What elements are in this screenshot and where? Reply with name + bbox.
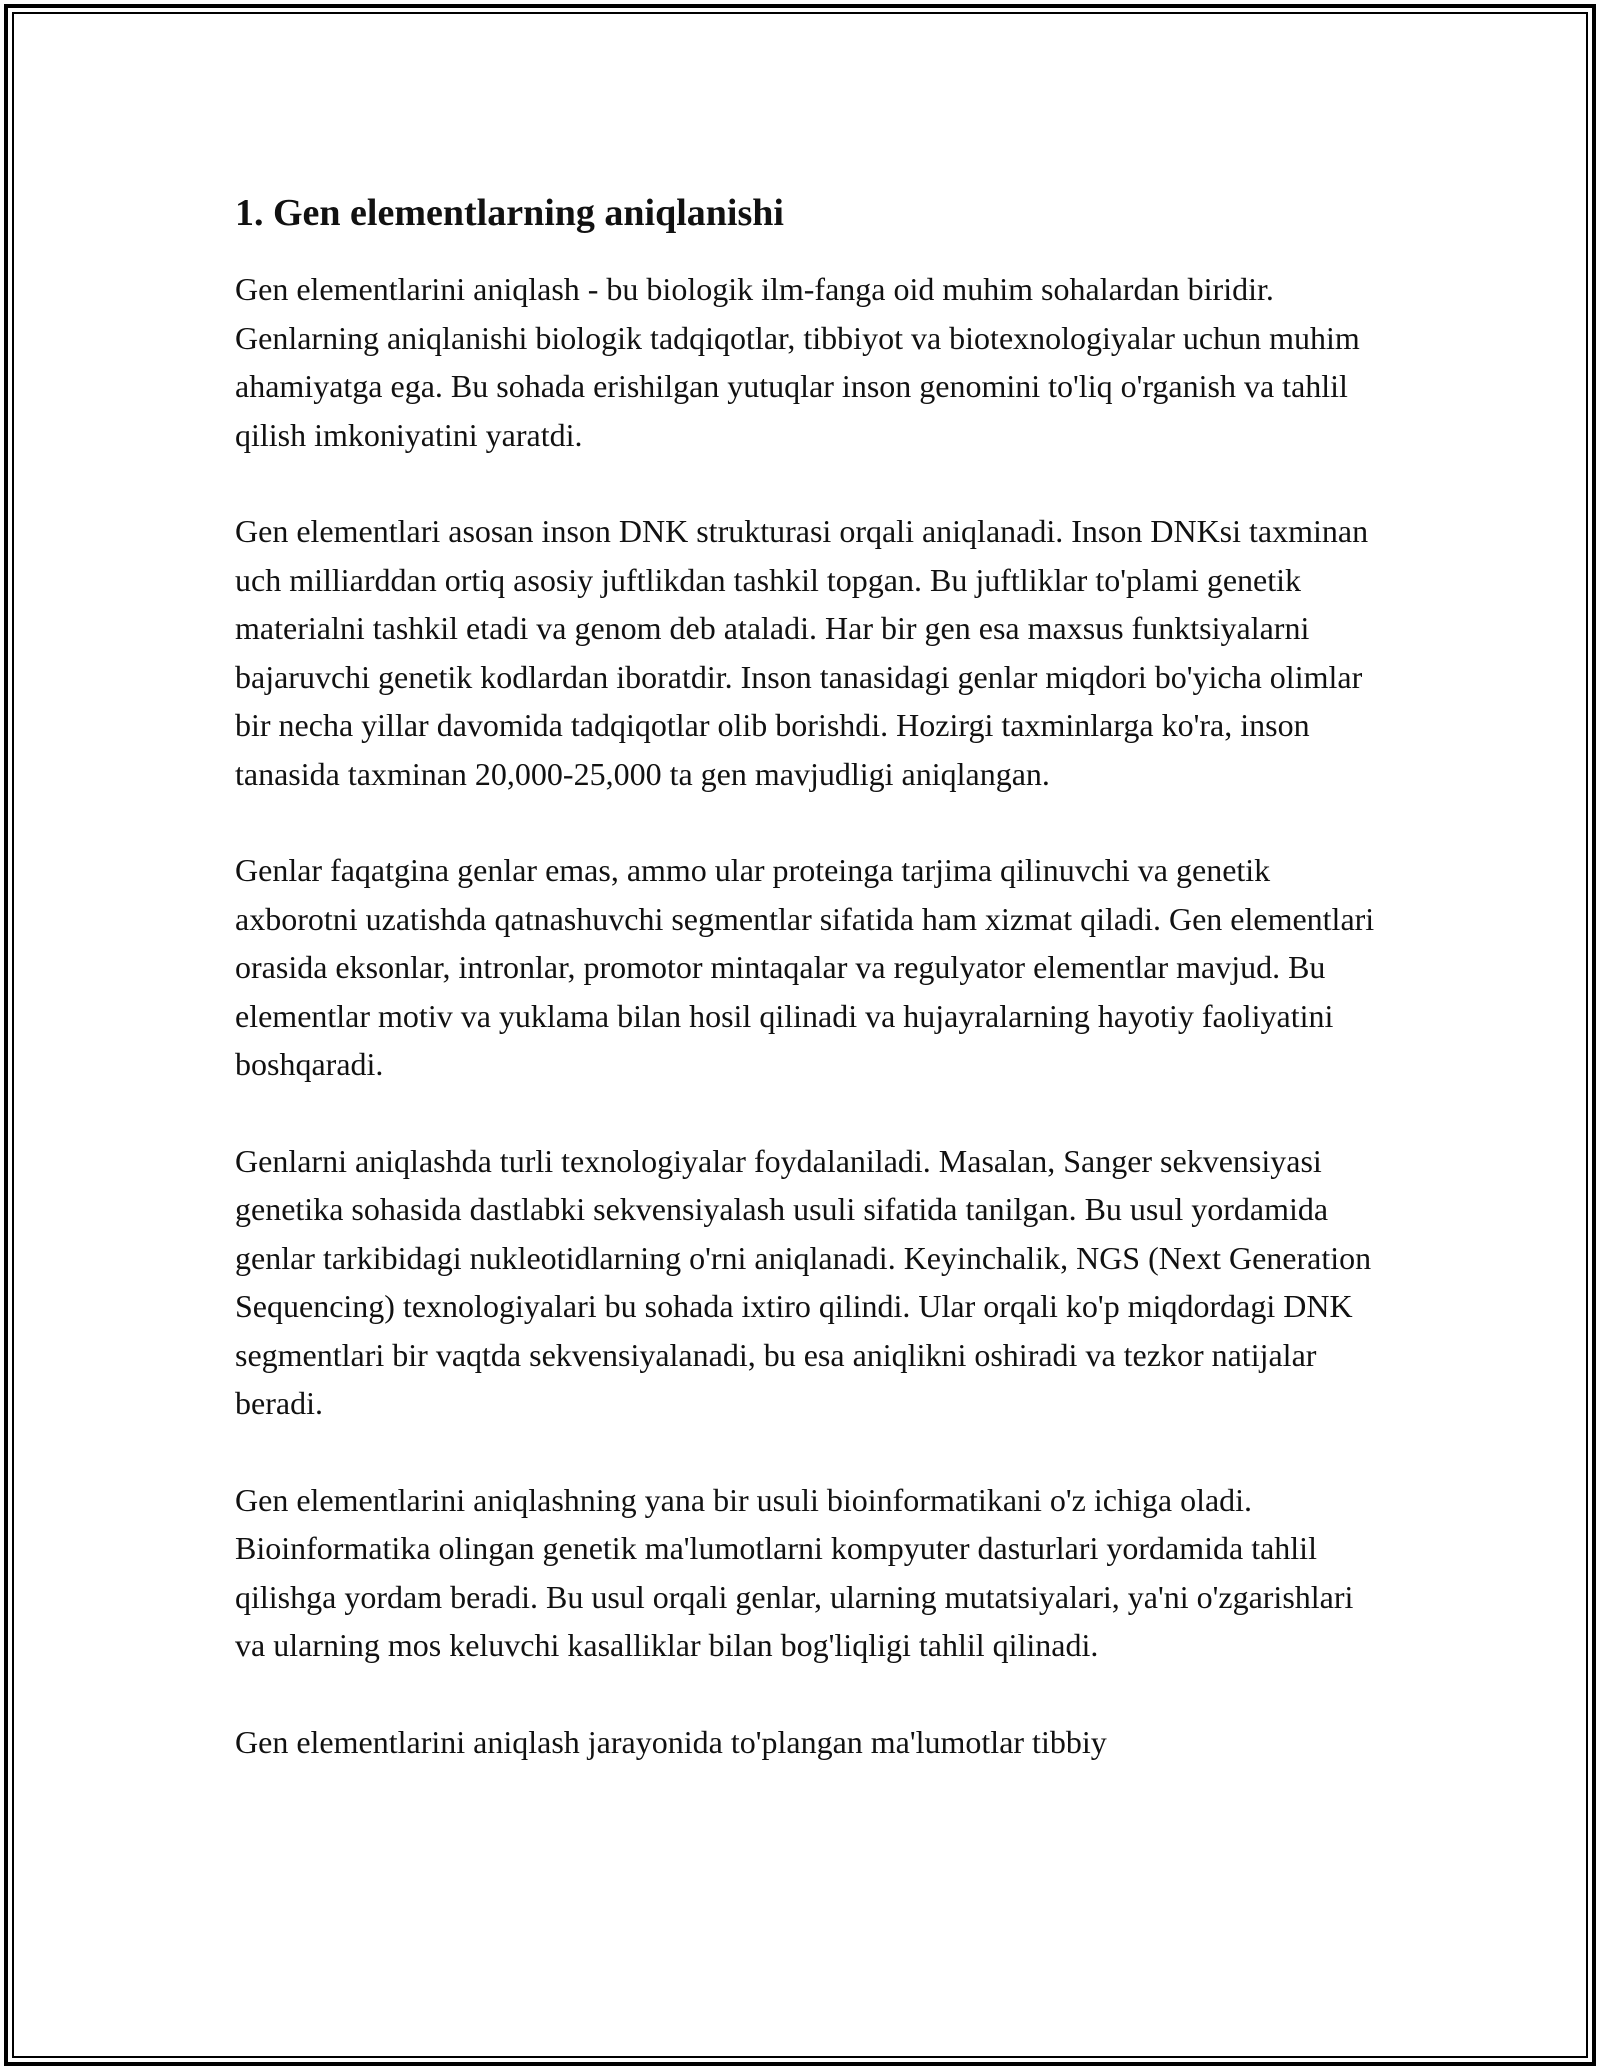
paragraph-5: Gen elementlarini aniqlashning yana bir usuli bioinformatikani o'z ichiga oladi. Bioinformatika olingan genetik ma'lumotlarni kompyuter dasturlari yordamida tahlil qilishga yordam beradi. Bu usul orqali genlar, ularning mutatsiyalari, ya'ni o'zgarishlari va ularning mos keluvchi kasalliklar bilan bog'liqligi tahlil qilinadi. [235,1481,1354,1663]
paragraph-2: Gen elementlari asosan inson DNK strukturasi orqali aniqlanadi. Inson DNKsi taxminan uch milliarddan ortiq asosiy juftlikdan tashkil topgan. Bu juftliklar to'plami genetik materialni tashkil etadi va genom deb ataladi. Har bir gen esa maxsus funktsiyalarni bajaruvchi genetik kodlardan iboratdir. Inson tanasidagi genlar miqdori bo'yicha olimlar bir necha yillar davomida tadqiqotlar olib borishdi. Hozirgi taxminlarga ko'ra, inson tanasida taxminan 20,000-25,000 ta gen mavjudligi aniqlangan. [235,513,1369,792]
paragraph-1: Gen elementlarini aniqlash - bu biologik ilm-fanga oid muhim sohalardan biridir. Genlarning aniqlanishi biologik tadqiqotlar, tibbiyot va biotexnologiyalar uchun muhim ahamiyatga ega. Bu sohada erishilgan yutuqlar inson genomini to'liq o'rganish va tahlil qilish imkoniyatini yaratdi. [235,271,1360,453]
section-heading: 1. Gen elementlarning aniqlanishi [235,192,784,234]
paragraph-3: Genlar faqatgina genlar emas, ammo ular proteinga tarjima qilinuvchi va genetik axborotni uzatishda qatnashuvchi segmentlar sifatida ham xizmat qiladi. Gen elementlari orasida eksonlar, intronlar, promotor mintaqalar va regulyator elementlar mavjud. Bu elementlar motiv va yuklama bilan hosil qilinadi va hujayralarning hayotiy faoliyatini boshqaradi. [235,852,1375,1082]
document-body [235,185,1375,1814]
paragraph-6: Gen elementlarini aniqlash jarayonida to'plangan ma'lumotlar tibbiy [235,1723,1107,1760]
paragraph-4: Genlarni aniqlashda turli texnologiyalar foydalaniladi. Masalan, Sanger sekvensiyasi genetika sohasida dastlabki sekvensiyalash usuli sifatida tanilgan. Bu usul yordamida genlar tarkibidagi nukleotidlarning o'rni aniqlanadi. Keyinchalik, NGS (Next Generation Sequencing) texnologiyalari bu sohada ixtiro qilindi. Ular orqali ko'p miqdordagi DNK segmentlari bir vaqtda sekvensiyalanadi, bu esa aniqlikni oshiradi va tezkor natijalar beradi. [235,1142,1372,1421]
